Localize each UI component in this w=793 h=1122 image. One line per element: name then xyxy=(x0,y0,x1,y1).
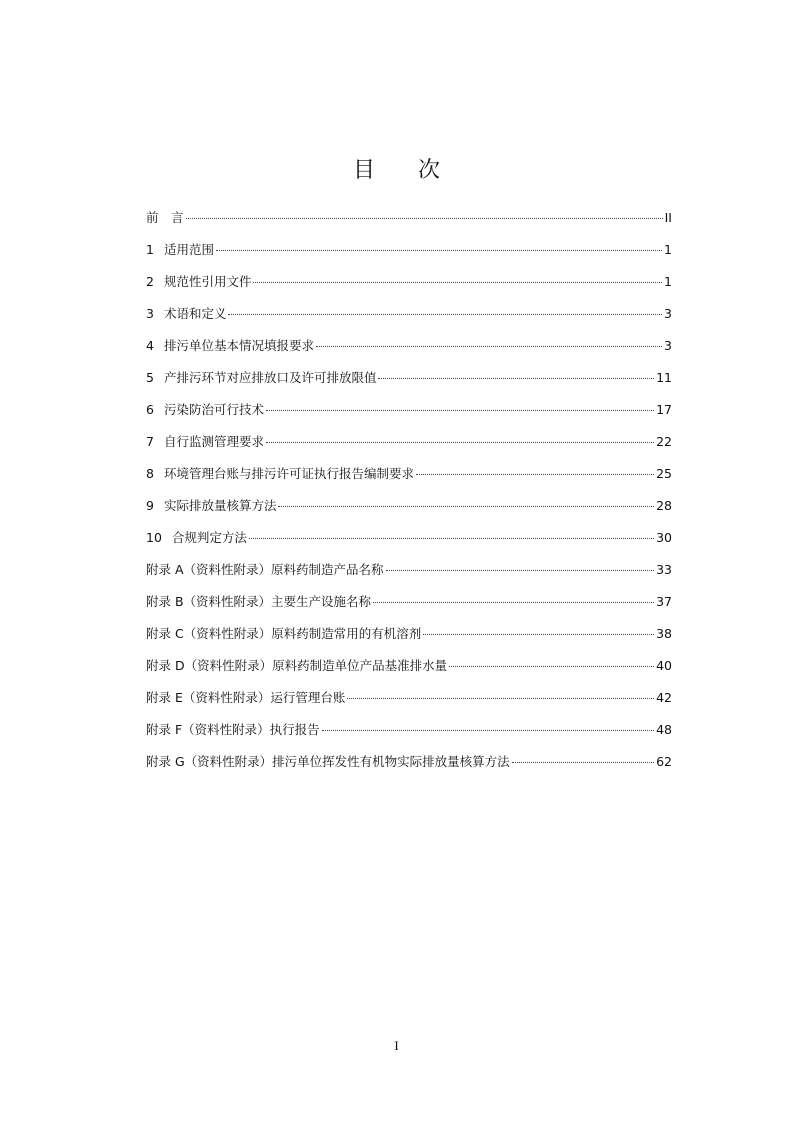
toc-dot-leader xyxy=(228,313,662,315)
toc-entry-label: 附录 F（资料性附录）执行报告 xyxy=(146,722,320,737)
toc-entry[interactable] xyxy=(146,621,672,653)
toc-entry-page: 3 xyxy=(664,306,672,321)
toc-entry-number: 9 xyxy=(146,498,154,513)
toc-dot-leader xyxy=(373,601,654,603)
toc-entry[interactable] xyxy=(146,749,672,781)
toc-dot-leader xyxy=(449,665,654,667)
toc-dot-leader xyxy=(316,345,662,347)
toc-dot-leader xyxy=(266,441,654,443)
toc-entry-number: 3 xyxy=(146,306,154,321)
toc-entry-number: 10 xyxy=(146,530,162,545)
toc-dot-leader xyxy=(278,505,654,507)
toc-entry-label: 附录 G（资料性附录）排污单位挥发性有机物实际排放量核算方法 xyxy=(146,754,510,769)
toc-entry[interactable] xyxy=(146,557,672,589)
toc-entry[interactable] xyxy=(146,333,672,365)
toc-entry-page: 3 xyxy=(664,338,672,353)
toc-entry[interactable] xyxy=(146,269,672,301)
toc-entry-number: 8 xyxy=(146,466,154,481)
toc-dot-leader xyxy=(378,377,654,379)
toc-entry[interactable] xyxy=(146,717,672,749)
toc-entry[interactable] xyxy=(146,205,672,237)
toc-entry-page: II xyxy=(664,210,672,225)
toc-dot-leader xyxy=(249,537,654,539)
toc-entry[interactable] xyxy=(146,365,672,397)
toc-entry-label: 排污单位基本情况填报要求 xyxy=(163,338,314,353)
toc-entry[interactable] xyxy=(146,237,672,269)
toc-entry-page: 1 xyxy=(664,274,672,289)
toc-entry-label: 附录 E（资料性附录）运行管理台账 xyxy=(146,690,346,705)
toc-entry-label: 附录 D（资料性附录）原料药制造单位产品基准排水量 xyxy=(146,658,448,673)
toc-entry-label: 自行监测管理要求 xyxy=(163,434,264,449)
toc-entry-label: 附录 A（资料性附录）原料药制造产品名称 xyxy=(146,562,384,577)
toc-entry-label: 污染防治可行技术 xyxy=(163,402,264,417)
toc-dot-leader xyxy=(186,217,663,219)
toc-entry-page: 17 xyxy=(656,402,672,417)
toc-entry-page: 11 xyxy=(656,370,672,385)
toc-dot-leader xyxy=(216,249,662,251)
toc-entry[interactable] xyxy=(146,685,672,717)
toc-entry-label: 合规判定方法 xyxy=(171,530,247,545)
toc-dot-leader xyxy=(423,633,654,635)
toc-entry-page: 62 xyxy=(656,754,672,769)
page-number: I xyxy=(394,1038,399,1053)
toc-entry[interactable] xyxy=(146,429,672,461)
page-title: 目 次 xyxy=(353,158,458,183)
toc-dot-leader xyxy=(347,697,654,699)
toc-entry-label: 附录 B（资料性附录）主要生产设施名称 xyxy=(146,594,372,609)
toc-entry-label: 实际排放量核算方法 xyxy=(163,498,277,513)
toc-entry-number: 1 xyxy=(146,242,154,257)
toc-entry-page: 1 xyxy=(664,242,672,257)
table-of-contents xyxy=(146,205,672,781)
toc-entry-page: 38 xyxy=(656,626,672,641)
toc-entry-page: 42 xyxy=(656,690,672,705)
toc-entry-page: 48 xyxy=(656,722,672,737)
toc-entry-page: 22 xyxy=(656,434,672,449)
toc-entry-number: 5 xyxy=(146,370,154,385)
toc-dot-leader xyxy=(253,281,662,283)
toc-dot-leader xyxy=(322,729,654,731)
toc-entry-number: 7 xyxy=(146,434,154,449)
toc-entry-number: 2 xyxy=(146,274,154,289)
toc-entry-page: 25 xyxy=(656,466,672,481)
toc-entry[interactable] xyxy=(146,461,672,493)
toc-dot-leader xyxy=(386,569,655,571)
toc-entry[interactable] xyxy=(146,589,672,621)
toc-entry-label: 前 言 xyxy=(146,210,184,225)
toc-entry-page: 30 xyxy=(656,530,672,545)
toc-entry-label: 产排污环节对应排放口及许可排放限值 xyxy=(163,370,377,385)
toc-entry[interactable] xyxy=(146,525,672,557)
toc-entry-label: 附录 C（资料性附录）原料药制造常用的有机溶剂 xyxy=(146,626,422,641)
toc-entry[interactable] xyxy=(146,397,672,429)
toc-dot-leader xyxy=(512,761,654,763)
toc-entry-label: 术语和定义 xyxy=(163,306,227,321)
toc-entry-page: 37 xyxy=(656,594,672,609)
toc-entry[interactable] xyxy=(146,653,672,685)
toc-entry-page: 28 xyxy=(656,498,672,513)
toc-entry-number: 4 xyxy=(146,338,154,353)
toc-entry-page: 40 xyxy=(656,658,672,673)
toc-entry-label: 环境管理台账与排污许可证执行报告编制要求 xyxy=(163,466,414,481)
toc-entry-label: 适用范围 xyxy=(163,242,214,257)
toc-dot-leader xyxy=(266,409,654,411)
toc-entry[interactable] xyxy=(146,301,672,333)
toc-entry-page: 33 xyxy=(656,562,672,577)
toc-entry-label: 规范性引用文件 xyxy=(163,274,252,289)
toc-entry[interactable] xyxy=(146,493,672,525)
toc-dot-leader xyxy=(416,473,654,475)
toc-entry-number: 6 xyxy=(146,402,154,417)
